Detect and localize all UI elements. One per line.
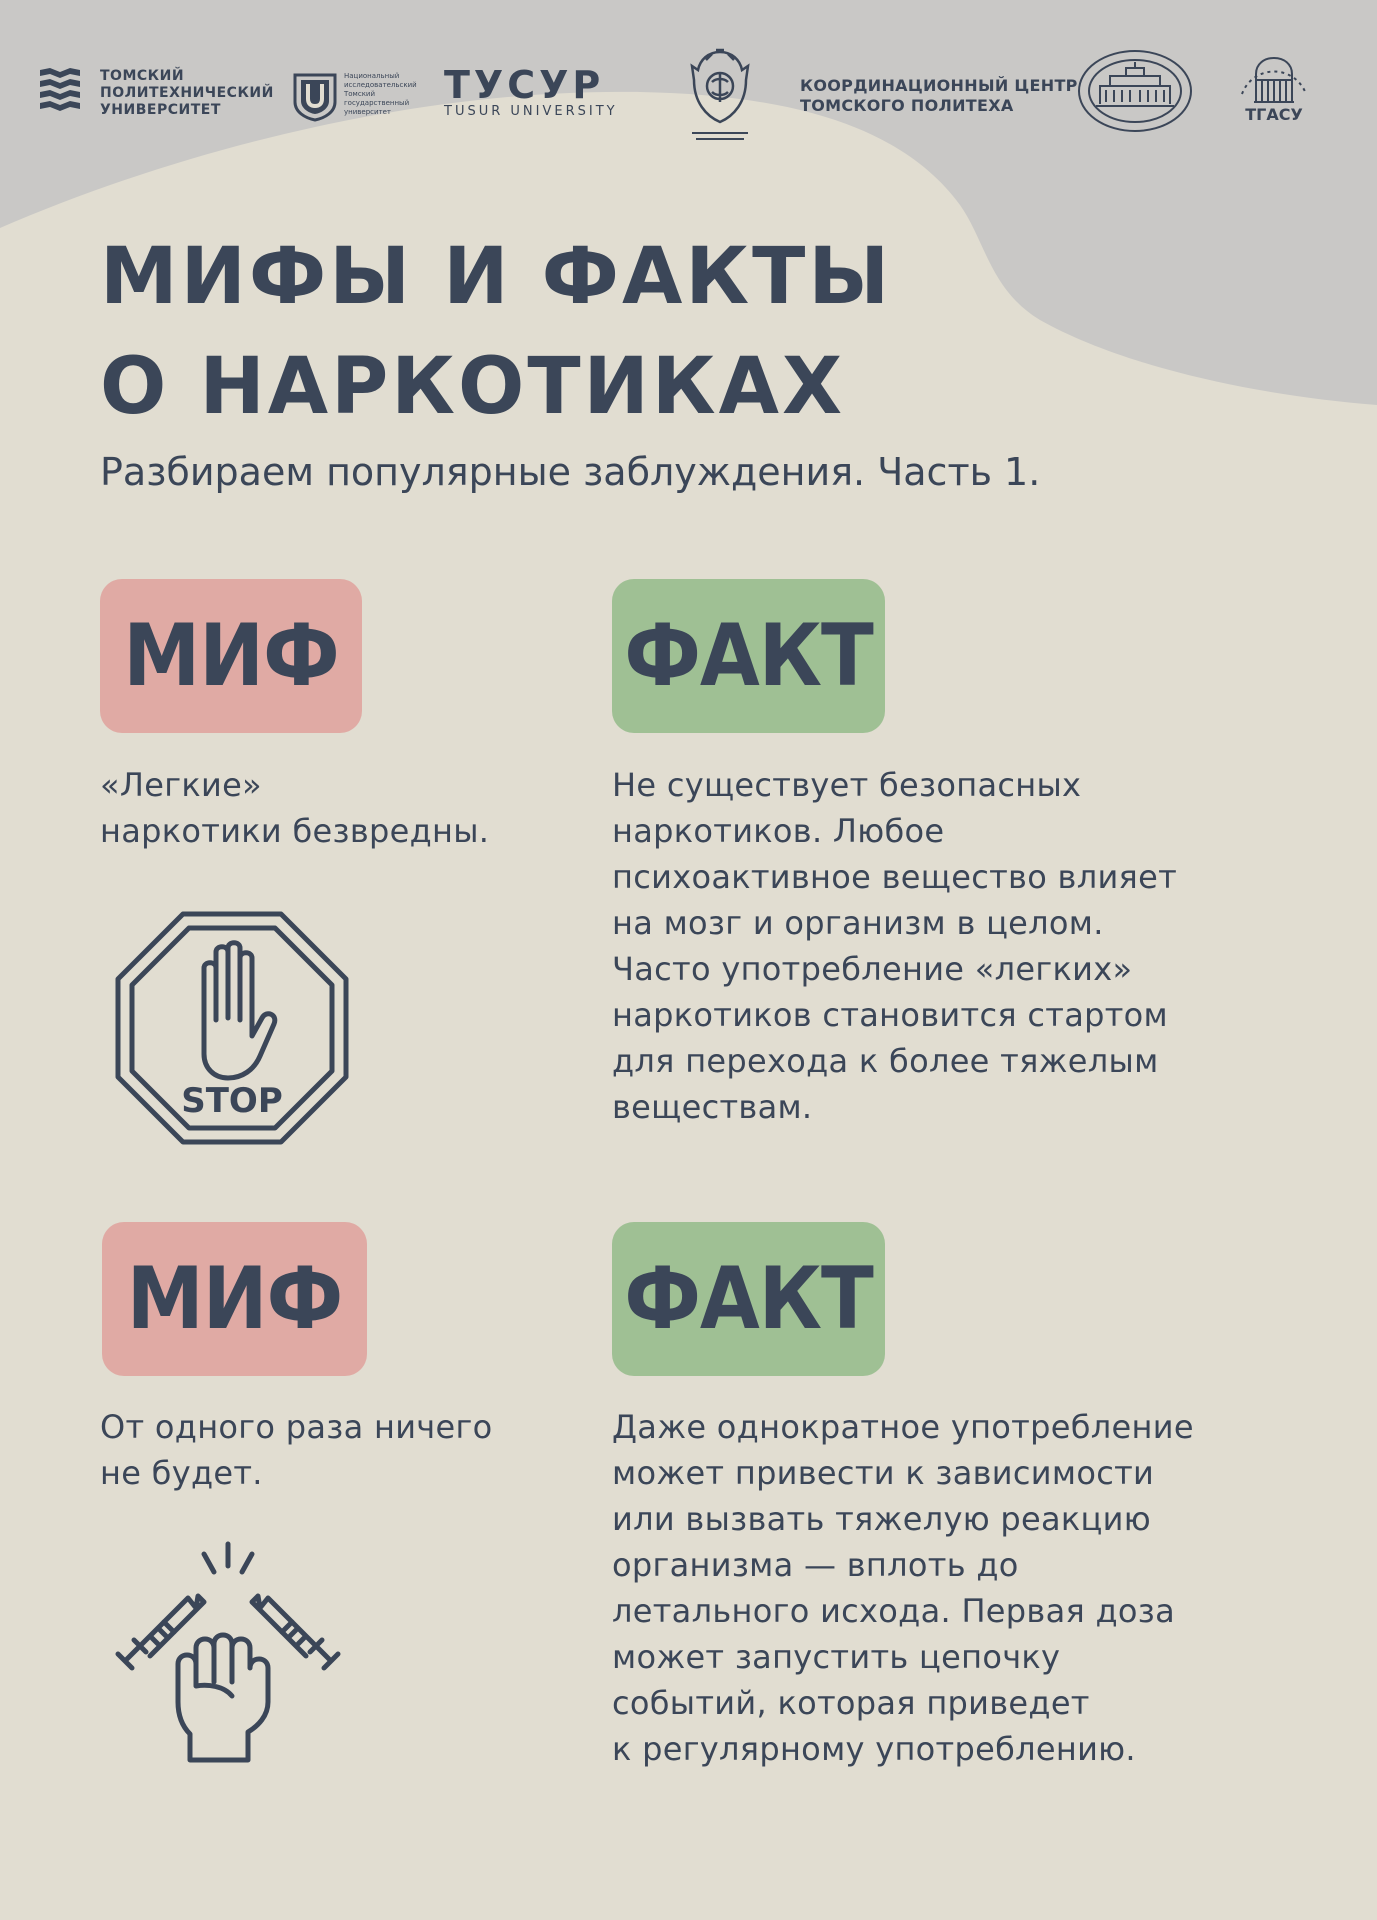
tsu-logo-line: государственный xyxy=(344,99,410,107)
fact-text-line: организма — вплоть до xyxy=(612,1546,1019,1584)
myth-text-line: От одного раза ничего xyxy=(100,1408,493,1446)
myth-text xyxy=(100,1404,493,1496)
myth-text-line: «Легкие» xyxy=(100,766,262,804)
broken-syringe-fist-icon xyxy=(112,1536,344,1768)
coordination-center-logo xyxy=(800,76,1078,116)
coordination-center-logo-line: КООРДИНАЦИОННЫЙ ЦЕНТР xyxy=(800,76,1078,95)
fact-text-line: к регулярному употреблению. xyxy=(612,1730,1136,1768)
tpu-logo xyxy=(36,68,274,118)
tpu-logo-line: ТОМСКИЙ xyxy=(100,68,185,84)
ssmu-logo xyxy=(686,46,754,150)
coordination-center-logo-line: ТОМСКОГО ПОЛИТЕХА xyxy=(800,96,1014,115)
stop-icon-text: STOP xyxy=(181,1081,283,1121)
tgasu-logo-text: ТГАСУ xyxy=(1245,105,1303,124)
fact-text xyxy=(612,762,1177,1130)
tpu-logo-line: УНИВЕРСИТЕТ xyxy=(100,102,221,118)
myth-badge: МИФ xyxy=(100,579,362,733)
tsu-logo-line: Национальный xyxy=(344,72,400,80)
fact-text-line: может привести к зависимости xyxy=(612,1454,1155,1492)
fact-text-line: психоактивное вещество влияет xyxy=(612,858,1178,896)
tsu-logo-line: университет xyxy=(344,108,392,116)
fact-text-line: на мозг и организм в целом. xyxy=(612,904,1104,942)
myth-text-line: не будет. xyxy=(100,1454,263,1492)
tusur-logo-subtitle: TUSUR UNIVERSITY xyxy=(444,104,618,119)
page-title-line: МИФЫ И ФАКТЫ xyxy=(100,232,893,322)
tgasu-logo xyxy=(1232,44,1316,128)
fact-text-line: Даже однократное употребление xyxy=(612,1408,1194,1446)
fact-text-line: Не существует безопасных xyxy=(612,766,1082,804)
tusur-logo-title: ТУСУР xyxy=(444,63,605,107)
myth-text xyxy=(100,762,489,854)
fact-text-line: событий, которая приведет xyxy=(612,1684,1090,1722)
fact-text-line: веществам. xyxy=(612,1088,813,1126)
tsu-logo-line: исследовательский xyxy=(344,81,417,89)
fact-text-line: для перехода к более тяжелым xyxy=(612,1042,1159,1080)
ssmu-emblem-icon xyxy=(686,46,754,146)
fact-text-line: Часто употребление «легких» xyxy=(612,950,1133,988)
tsu-logo-line: Томский xyxy=(344,90,376,98)
fact-text-line: или вызвать тяжелую реакцию xyxy=(612,1500,1151,1538)
myth-badge: МИФ xyxy=(102,1222,367,1376)
tusur-logo xyxy=(444,63,618,120)
myth-text-line: наркотики безвредны. xyxy=(100,812,490,850)
tpu-logo-line: ПОЛИТЕХНИЧЕСКИЙ xyxy=(100,85,274,101)
partner-logos xyxy=(0,40,1377,150)
page-subtitle: Разбираем популярные заблуждения. Часть 1. xyxy=(100,450,1041,494)
page-title xyxy=(100,222,892,442)
tsu-logo xyxy=(292,72,417,126)
page-title-line: О НАРКОТИКАХ xyxy=(100,342,846,432)
fact-text-line: наркотиков. Любое xyxy=(612,812,945,850)
fact-text-line: летального исхода. Первая доза xyxy=(612,1592,1176,1630)
tspu-seal-icon xyxy=(1076,48,1194,134)
fact-text-line: может запустить цепочку xyxy=(612,1638,1061,1676)
tspu-logo xyxy=(1076,48,1194,138)
tpu-emblem-icon xyxy=(36,68,84,114)
fact-text xyxy=(612,1404,1194,1772)
stop-hand-icon xyxy=(114,910,350,1146)
fact-text-line: наркотиков становится стартом xyxy=(612,996,1168,1034)
tgasu-emblem-icon xyxy=(1232,44,1316,124)
fact-badge: ФАКТ xyxy=(612,579,885,733)
tsu-shield-icon xyxy=(292,72,338,122)
fact-badge: ФАКТ xyxy=(612,1222,885,1376)
